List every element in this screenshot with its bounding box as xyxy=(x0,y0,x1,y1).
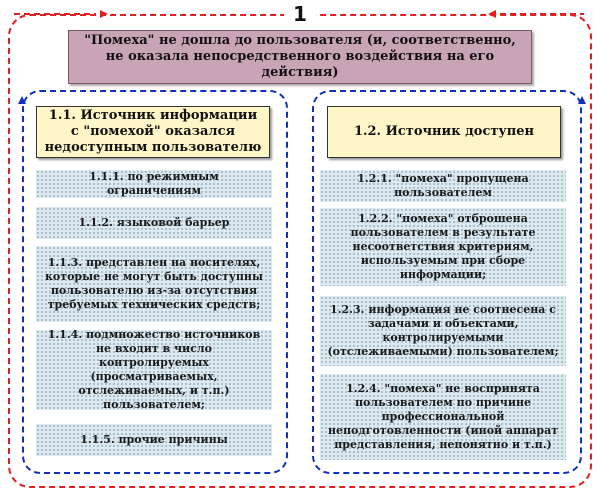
right-item-2: 1.2.2. "помеха" отброшена пользователем в результате несоответствия критериям, используемым при сборе информации; xyxy=(320,208,566,286)
arrow-left-head-icon xyxy=(488,10,496,18)
diagram-title: "Помеха" не дошла до пользователя (и, соответственно, не оказала непосредственного воздействия на его действия) xyxy=(68,30,532,84)
arrow-right-head-icon xyxy=(100,10,108,18)
right-column-header: 1.2. Источник доступен xyxy=(327,106,561,158)
left-item-5: 1.1.5. прочие причины xyxy=(36,424,272,456)
left-item-2: 1.1.2. языковой барьер xyxy=(36,207,272,239)
left-item-1: 1.1.1. по режимным ограничениям xyxy=(36,170,272,198)
left-item-4: 1.1.4. подмножество источников не входит в число контролируемых (просматриваемых, отслеживаемых, и т.п.) пользователем; xyxy=(36,330,272,410)
right-item-1: 1.2.1. "помеха" пропущена пользователем xyxy=(320,170,566,202)
left-item-3: 1.1.3. представлен на носителях, которые не могут быть доступны пользователю из-за отсутствия требуемых технических средств; xyxy=(36,246,272,322)
left-column-header: 1.1. Источник информации с "помехой" оказался недоступным пользователю xyxy=(36,106,270,158)
diagram-number: 1 xyxy=(284,3,316,25)
right-item-4: 1.2.4. "помеха" не воспринята пользователем по причине профессиональной неподготовленности (иной аппарат представления, непонятно и т.п.) xyxy=(320,374,566,460)
right-item-3: 1.2.3. информация не соотнесена с задачами и объектами, контролируемыми (отслеживаемыми) пользователем; xyxy=(320,296,566,366)
